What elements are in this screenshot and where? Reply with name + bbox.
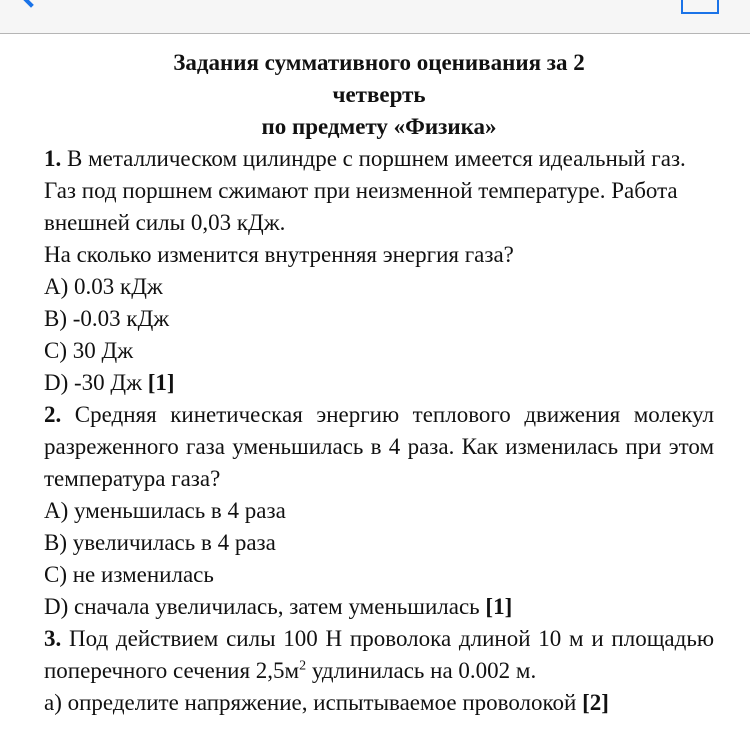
q3-text2: удлинилась на 0.002 м. bbox=[306, 658, 537, 683]
q2-option-c: С) не изменилась bbox=[44, 562, 214, 587]
question-2 bbox=[44, 399, 714, 495]
doc-title-line1: Задания суммативного оценивания за 2 bbox=[173, 50, 585, 75]
q2-num: 2. bbox=[44, 402, 62, 427]
q2-option-d bbox=[44, 591, 714, 623]
q3-sup: 2 bbox=[299, 658, 307, 674]
q2-option-a: А) уменьшилась в 4 раза bbox=[44, 498, 286, 523]
q1-option-d-text: D) -30 Дж bbox=[44, 370, 148, 395]
q3-part-a bbox=[44, 687, 714, 719]
q1-num: 1. bbox=[44, 146, 62, 171]
q2-option-d-text: D) сначала увеличилась, затем уменьшилась bbox=[44, 594, 486, 619]
q1-text2: На сколько изменится внутренняя энергия газа? bbox=[44, 242, 514, 267]
back-chevron-icon[interactable] bbox=[18, 0, 43, 8]
document-title-cropped bbox=[140, 0, 610, 4]
q1-option-d bbox=[44, 367, 714, 399]
q3-num: 3. bbox=[44, 626, 62, 651]
question-3 bbox=[44, 623, 714, 687]
q1-text: В металлическом цилиндре с поршнем имеется идеальный газ. Газ под поршнем сжимают при неизменной температуре. Работа внешней силы 0,03 кДж. bbox=[44, 146, 686, 235]
q2-mark: [1] bbox=[485, 594, 513, 619]
q3-text: Под действием силы 100 Н проволока длиной 10 м и площадью поперечного сечения 2,5м bbox=[44, 626, 714, 683]
q1-mark: [1] bbox=[147, 370, 175, 395]
doc-title-line2: четверть bbox=[332, 82, 426, 107]
share-icon[interactable] bbox=[681, 0, 719, 14]
doc-title-line3: по предмету «Физика» bbox=[261, 114, 497, 139]
q1-option-c: С) 30 Дж bbox=[44, 338, 134, 363]
question-1 bbox=[44, 143, 704, 271]
q1-option-b: В) -0.03 кДж bbox=[44, 306, 170, 331]
q3-part-a-text: а) определите напряжение, испытываемое проволокой bbox=[44, 690, 583, 715]
q3-mark: [2] bbox=[582, 690, 609, 715]
q2-text: Средняя кинетическая энергию теплового движения молекул разреженного газа уменьшилась в 4 раза. Как изменилась при этом температура газа? bbox=[44, 402, 714, 491]
q1-option-a: А) 0.03 кДж bbox=[44, 274, 163, 299]
top-bar bbox=[0, 0, 750, 34]
q2-option-b: В) увеличилась в 4 раза bbox=[44, 530, 276, 555]
document-body bbox=[44, 47, 714, 719]
